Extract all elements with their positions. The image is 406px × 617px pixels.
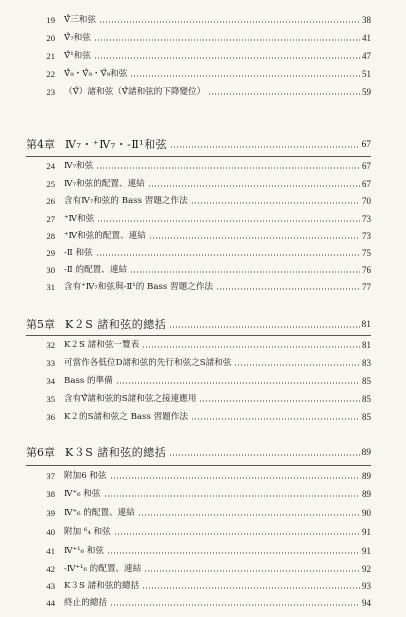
entry-page: 91 [362, 527, 371, 537]
entry-number: 26 [46, 196, 55, 206]
toc-entry[interactable] [36, 373, 371, 387]
entry-number: 36 [46, 412, 55, 422]
entry-title: 終止的總括 [64, 598, 107, 608]
toc-entry[interactable] [36, 468, 371, 482]
dot-leader [94, 39, 360, 41]
entry-title: Ⅴ̊₉・Ⅴ̊₉・Ⅴ̊₉和弦 [64, 69, 128, 79]
entry-number: 35 [46, 394, 55, 404]
chapter-label: 第5章 [26, 318, 55, 331]
dot-leader [142, 587, 360, 589]
entry-title: K３S 諸和弦的總括 [64, 581, 140, 591]
toc-entry[interactable] [36, 48, 371, 62]
entry-title: -Ⅱ 的配置、連結 [64, 265, 128, 275]
entry-title: ⁺Ⅳ和弦 [64, 214, 95, 224]
dot-leader [99, 21, 360, 23]
entry-number: 40 [46, 527, 55, 537]
chapter-label: 第4章 [26, 138, 55, 151]
dot-leader [199, 400, 360, 402]
dot-leader [104, 495, 361, 497]
toc-entry[interactable] [36, 486, 371, 500]
entry-page: 83 [362, 358, 371, 368]
chapter-page: 89 [361, 448, 371, 458]
entry-number: 43 [46, 581, 55, 591]
entry-number: 39 [46, 508, 55, 518]
toc-entry[interactable] [36, 561, 371, 575]
dot-leader [191, 418, 360, 420]
entry-number: 38 [46, 489, 55, 499]
chapter-page: 67 [361, 140, 371, 150]
dot-leader [110, 604, 360, 606]
chapter-label: 第6章 [26, 446, 55, 459]
chapter-title: K２S 諸和弦的總括 [65, 318, 167, 331]
dot-leader [94, 57, 360, 59]
toc-entry[interactable] [36, 543, 371, 557]
chapter-heading[interactable] [26, 442, 371, 460]
entry-title: 附加6 和弦 [64, 471, 107, 481]
entry-title: Ⅳ⁺¹₆ 和弦 [64, 546, 104, 556]
entry-page: 76 [362, 265, 371, 275]
entry-page: 59 [362, 87, 371, 97]
entry-title: 可當作各低位D諸和弦的先行和弦之S諸和弦 [64, 358, 232, 368]
entry-page: 67 [362, 179, 371, 189]
entry-page: 85 [362, 376, 371, 386]
dot-leader [130, 75, 360, 77]
entry-number: 42 [46, 564, 55, 574]
chapter-title: K３S 諸和弦的總括 [65, 446, 167, 459]
entry-title: Bass 的準備 [64, 376, 113, 386]
toc-entry[interactable] [36, 262, 371, 276]
toc-entry[interactable] [36, 30, 371, 44]
entry-number: 30 [46, 265, 55, 275]
entry-number: 29 [46, 248, 55, 258]
entry-title: 附加 ⁶₄ 和弦 [64, 527, 111, 537]
toc-entry[interactable] [36, 245, 371, 259]
entry-page: 73 [362, 214, 371, 224]
dot-leader [114, 533, 360, 535]
toc-entry[interactable] [36, 193, 371, 207]
toc-entry[interactable] [36, 595, 371, 609]
entry-title: -Ⅳ⁺¹₆ 的配置、連結 [64, 564, 142, 574]
entry-page: 73 [362, 231, 371, 241]
entry-number: 44 [46, 598, 55, 608]
toc-entry[interactable] [36, 211, 371, 225]
entry-number: 32 [46, 340, 55, 350]
chapter-title: Ⅳ₇・⁺Ⅳ₇・-Ⅱ¹和弦 [65, 138, 168, 151]
divider [26, 156, 371, 157]
dot-leader [107, 552, 360, 554]
entry-page: 77 [362, 282, 371, 292]
toc-entry[interactable] [36, 391, 371, 405]
dot-leader [169, 326, 359, 328]
dot-leader [110, 477, 360, 479]
dot-leader [144, 570, 360, 572]
entry-page: 47 [362, 51, 371, 61]
entry-number: 24 [46, 161, 55, 171]
dot-leader [149, 237, 360, 239]
entry-number: 22 [46, 69, 55, 79]
entry-title: K２的S諸和弦之 Bass 習題作法 [64, 412, 188, 422]
dot-leader [142, 346, 360, 348]
toc-entry[interactable] [36, 228, 371, 242]
chapter-page: 81 [361, 320, 371, 330]
toc-entry[interactable] [36, 355, 371, 369]
entry-page: 81 [362, 340, 371, 350]
chapter-heading[interactable] [26, 314, 371, 332]
toc-entry[interactable] [36, 66, 371, 80]
entry-page: 93 [362, 581, 371, 591]
entry-number: 37 [46, 471, 55, 481]
dot-leader [138, 514, 360, 516]
toc-entry[interactable] [36, 505, 371, 519]
entry-page: 41 [362, 33, 371, 43]
dot-leader [170, 146, 359, 148]
entry-number: 21 [46, 51, 55, 61]
entry-page: 67 [362, 161, 371, 171]
entry-number: 28 [46, 231, 55, 241]
toc-entry[interactable] [36, 524, 371, 538]
dot-leader [234, 364, 360, 366]
dot-leader [116, 382, 360, 384]
entry-title: 含有⁺Ⅳ₇和弦與-Ⅱ¹的 Bass 習題之作法 [64, 282, 214, 292]
entry-page: 91 [362, 546, 371, 556]
dot-leader [130, 271, 360, 273]
entry-number: 19 [46, 15, 55, 25]
entry-number: 41 [46, 546, 55, 556]
entry-title: K２S 諸和弦一覽表 [64, 340, 140, 350]
entry-title: -Ⅱ 和弦 [64, 248, 93, 258]
entry-title: Ⅳ₇和弦 [64, 161, 94, 171]
entry-number: 33 [46, 358, 55, 368]
dot-leader [191, 202, 360, 204]
entry-title: Ⅳ₇和弦的配置、連結 [64, 179, 145, 189]
toc-entry[interactable] [36, 578, 371, 592]
dot-leader [148, 185, 360, 187]
toc-entry[interactable] [36, 12, 371, 26]
entry-title: Ⅳ⁺₆ 的配置、連結 [64, 508, 135, 518]
entry-title: 含有Ⅳ₇和弦的 Bass 習題之作法 [64, 196, 188, 206]
dot-leader [216, 288, 360, 290]
entry-page: 38 [362, 15, 371, 25]
toc-entry[interactable] [36, 279, 371, 293]
entry-page: 89 [362, 471, 371, 481]
entry-page: 85 [362, 394, 371, 404]
entry-page: 94 [362, 598, 371, 608]
divider [26, 465, 371, 466]
toc-entry[interactable] [36, 337, 371, 351]
dot-leader [208, 93, 360, 95]
dot-leader [96, 254, 360, 256]
dot-leader [169, 454, 359, 456]
entry-number: 31 [46, 282, 55, 292]
entry-title: ⁺Ⅳ和弦的配置、連結 [64, 231, 146, 241]
dot-leader [97, 220, 360, 222]
toc-entry[interactable] [36, 158, 371, 172]
entry-number: 20 [46, 33, 55, 43]
entry-page: 75 [362, 248, 371, 258]
chapter-heading[interactable] [26, 134, 371, 152]
entry-page: 70 [362, 196, 371, 206]
entry-page: 51 [362, 69, 371, 79]
toc-entry[interactable] [36, 84, 371, 98]
entry-title: Ⅴ̊三和弦 [64, 15, 96, 25]
entry-title: 含有Ⅴ̊諸和弦的S諸和弦之接連應用 [64, 394, 197, 404]
entry-page: 90 [362, 508, 371, 518]
toc-entry[interactable] [36, 409, 371, 423]
dot-leader [96, 167, 360, 169]
divider [26, 335, 371, 336]
entry-title: Ⅴ̊¹和弦 [64, 51, 91, 61]
entry-title: Ⅳ⁺₆ 和弦 [64, 489, 101, 499]
entry-title: Ⅴ̊₇和弦 [64, 33, 91, 43]
entry-number: 23 [46, 87, 55, 97]
entry-title: （Ⅴ̊）諸和弦（Ⅴ̊諸和弦的下降變位） [64, 87, 206, 97]
entry-number: 27 [46, 214, 55, 224]
entry-number: 25 [46, 179, 55, 189]
entry-number: 34 [46, 376, 55, 386]
entry-page: 92 [362, 564, 371, 574]
toc-entry[interactable] [36, 176, 371, 190]
entry-page: 89 [362, 489, 371, 499]
entry-page: 85 [362, 412, 371, 422]
